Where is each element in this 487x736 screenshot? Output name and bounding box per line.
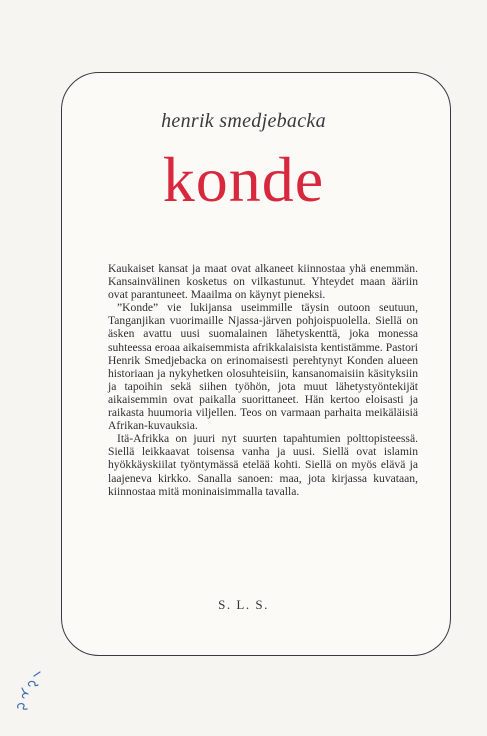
handwritten-note bbox=[10, 664, 50, 712]
blurb-paragraph-2: ”Konde” vie lukijansa useimmille täysin outoon seutuun, Tanganjikan vuorimaille Njassa-järven pohjoispuolella. Siellä on äsken avattu uusi suomalainen lähetyskenttä, joka monessa suhteessa eroaa aikaisemmista afrikkalaisista kentistämme. Pastori Henrik Smedjebacka on erinomaisesti perehtynyt Konden alueen historiaan ja nykyhetken olosuhteisiin, kansanomaisiin käsityksiin ja tapoihin sekä siihen työhön, jota muut lähetystyöntekijät aikaisemmin ovat paikalla suorittaneet. Hän kertoo eloisasti ja raikasta huumoria viljellen. Teos on varmaan parhaita meikäläisiä Afrikan-kuvauksia. bbox=[108, 301, 418, 433]
blurb-paragraph-3: Itä-Afrikka on juuri nyt suurten tapahtumien polttopisteessä. Siellä leikkaavat toisensa vanha ja uusi. Siellä ovat islamin hyökkäyskiilat työntymässä etelää kohti. Siellä on myös elävä ja laajeneva kirkko. Sanalla sanoen: maa, jota kirjassa kuvataan, kiinnostaa mitä moninaisimmalla tavalla. bbox=[108, 432, 418, 498]
publisher-signature: S. L. S. bbox=[218, 597, 269, 612]
author-name: henrik smedjebacka bbox=[161, 110, 326, 132]
blurb-paragraph-1: Kaukaiset kansat ja maat ovat alkaneet kiinnostaa yhä enemmän. Kansainvälinen kosketus on vilkastunut. Yhteydet maan ääriin ovat parantuneet. Maailma on käynyt pieneksi. bbox=[108, 262, 418, 302]
blurb-text bbox=[108, 262, 418, 498]
book-title: konde bbox=[162, 144, 325, 215]
